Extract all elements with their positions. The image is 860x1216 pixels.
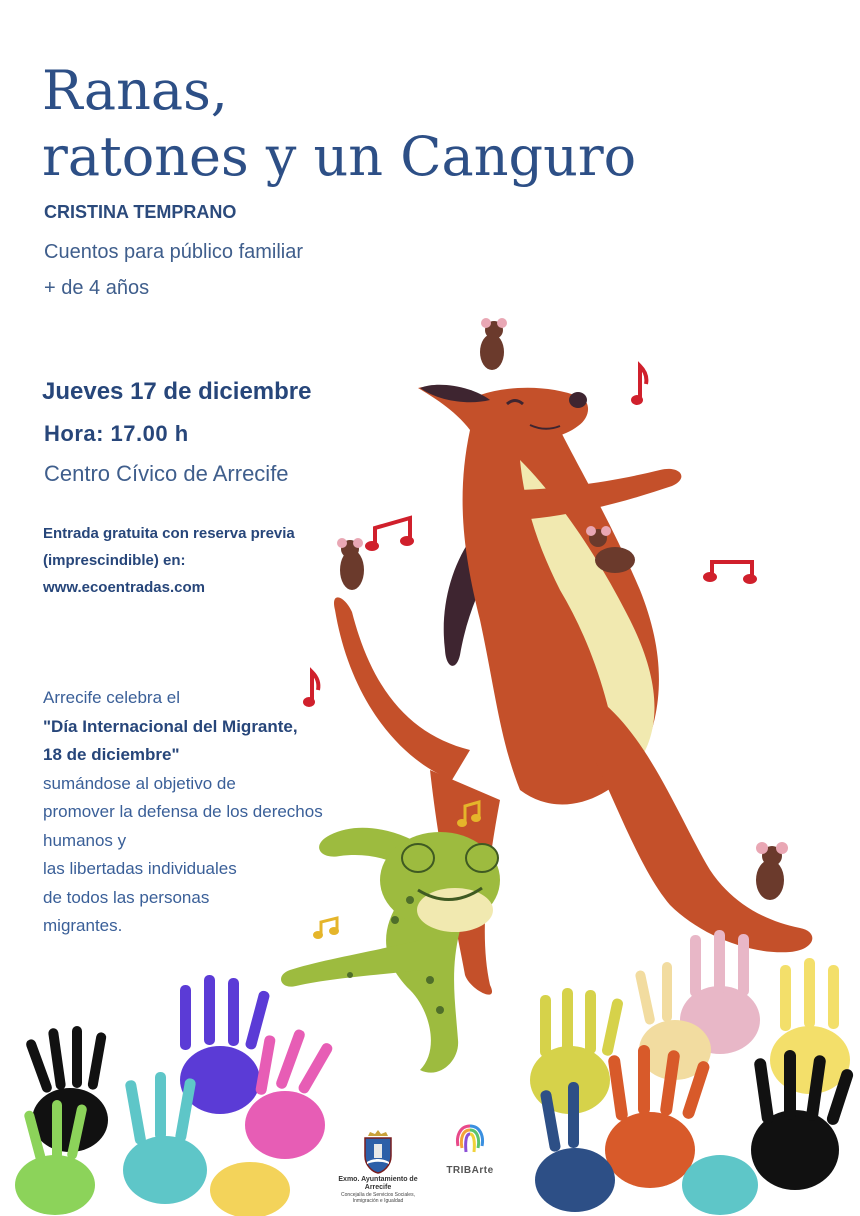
booking-info [43, 520, 295, 601]
description-line: migrantes. [43, 916, 123, 935]
tribarte-logo [440, 1122, 500, 1176]
subtitle-line-1: Cuentos para público familiar [44, 241, 304, 263]
ayuntamiento-logo [330, 1128, 426, 1204]
org-name: Exmo. Ayuntamiento de Arrecife [338, 1176, 418, 1191]
booking-url[interactable]: www.ecoentradas.com [43, 579, 205, 596]
author-name: CRISTINA TEMPRANO [44, 202, 237, 222]
description-line: Arrecife celebra el [43, 688, 181, 707]
music-note-icon [631, 366, 646, 405]
crest-icon [361, 1128, 395, 1174]
description-highlight: "Día Internacional del Migrante, [43, 716, 298, 736]
music-note-icon [703, 562, 757, 584]
mouse-icon [756, 842, 788, 900]
description-line: promover la defensa de los derechos [43, 802, 323, 821]
subtitle-line-2: + de 4 años [44, 277, 150, 299]
booking-line-2: (imprescindible) en: [43, 552, 186, 569]
mouse-icon [337, 538, 364, 590]
org-department: Concejalía de Servicios Sociales, Inmigración e Igualdad [341, 1192, 415, 1204]
description-line: humanos y [43, 830, 127, 850]
description [43, 684, 323, 941]
tribarte-name: TRIBArte [446, 1165, 494, 1176]
subtitle [44, 234, 303, 306]
description-highlight: 18 de diciembre" [43, 745, 180, 764]
music-note-icon [365, 518, 414, 551]
title-line-2: ratones y un Canguro [42, 125, 637, 188]
tribarte-logo-icon [452, 1122, 488, 1162]
description-line: sumándose al objetivo de [43, 773, 236, 793]
event-date: Jueves 17 de diciembre [42, 378, 312, 405]
event-venue: Centro Cívico de Arrecife [44, 461, 289, 486]
booking-line-1: Entrada gratuita con reserva previa [43, 525, 295, 542]
poster-title [42, 58, 636, 190]
description-line: las libertadas individuales [43, 859, 237, 878]
title-line-1: Ranas, [42, 59, 228, 122]
description-line: de todos las personas [43, 887, 210, 907]
mouse-icon [480, 318, 507, 370]
event-hour: Hora: 17.00 h [44, 421, 189, 446]
